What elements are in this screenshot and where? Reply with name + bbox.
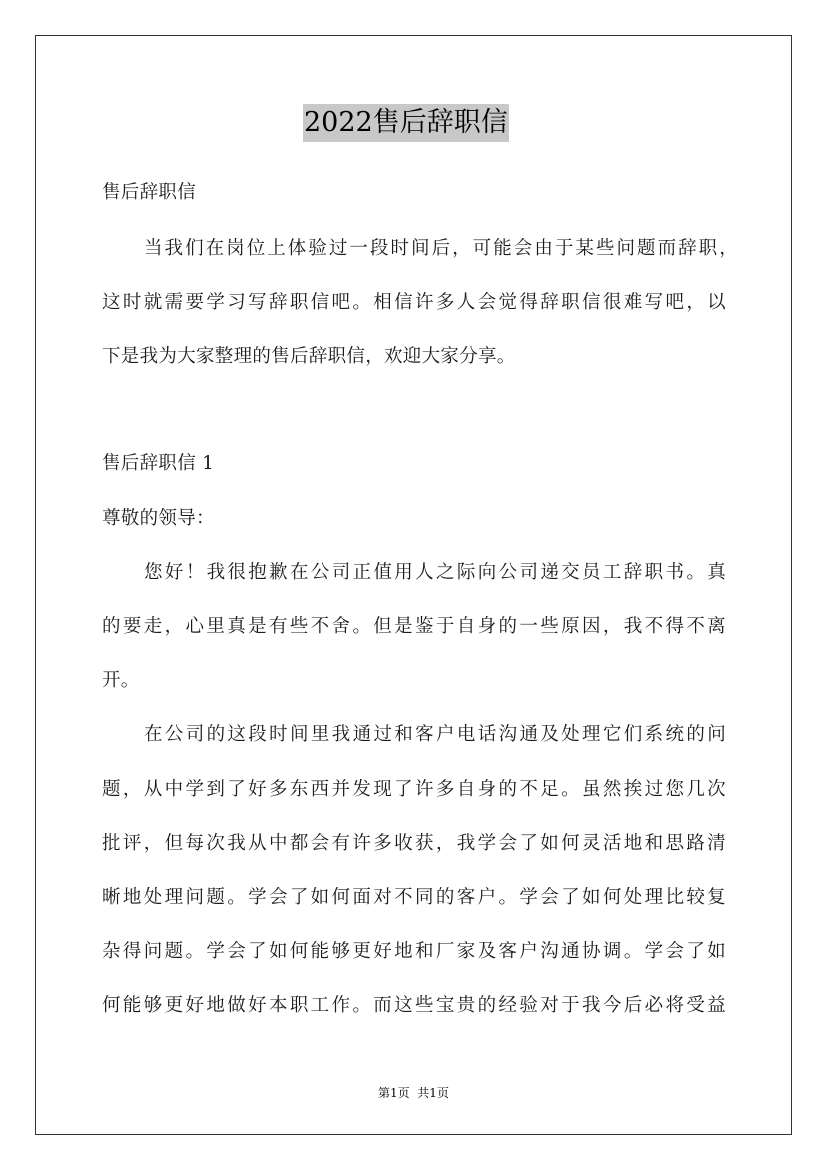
intro-line: 下是我为大家整理的售后辞职信，欢迎大家分享。 <box>102 346 516 367</box>
intro-line: 这时就需要学习写辞职信吧。相信许多人会觉得辞职信很难写吧，以 <box>102 292 726 313</box>
document-title: 2022售后辞职信 <box>303 104 509 142</box>
paragraph-line: 晰地处理问题。学会了如何面对不同的客户。学会了如何处理比较复 <box>102 887 726 908</box>
paragraph-line: 何能够更好地做好本职工作。而这些宝贵的经验对于我今后必将受益 <box>102 995 726 1016</box>
paragraph-line: 在公司的这段时间里我通过和客户电话沟通及处理它们系统的问 <box>144 724 726 745</box>
paragraph-line: 的要走，心里真是有些不舍。但是鉴于自身的一些原因，我不得不离 <box>102 616 726 637</box>
paragraph-line: 您好！我很抱歉在公司正值用人之际向公司递交员工辞职书。真 <box>144 562 726 583</box>
paragraph-line: 杂得问题。学会了如何能够更好地和厂家及客户沟通协调。学会了如 <box>102 941 726 962</box>
paragraph-line: 批评，但每次我从中都会有许多收获，我学会了如何灵活地和思路清 <box>102 833 726 854</box>
intro-line: 当我们在岗位上体验过一段时间后，可能会由于某些问题而辞职， <box>144 238 738 259</box>
paragraph-line: 开。 <box>102 670 140 691</box>
section-heading: 售后辞职信 1 <box>102 453 215 474</box>
subtitle: 售后辞职信 <box>102 182 197 203</box>
salutation: 尊敬的领导： <box>102 508 215 529</box>
paragraph-line: 题，从中学到了好多东西并发现了许多自身的不足。虽然挨过您几次 <box>102 779 726 800</box>
page-number: 第1页 共1页 <box>378 1086 449 1100</box>
